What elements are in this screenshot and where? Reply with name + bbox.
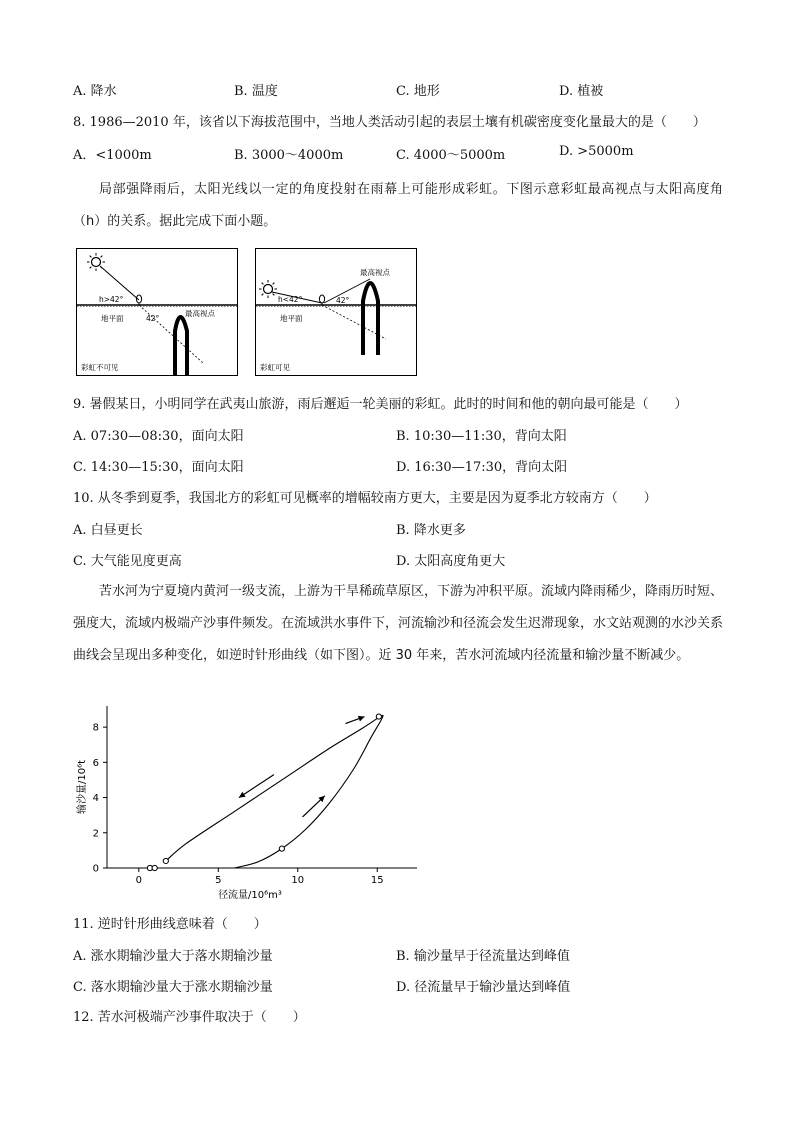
q10-option-b: B. 降水更多 — [396, 523, 466, 538]
q7-option-b: B. 温度 — [234, 84, 278, 99]
q9-option-c: C. 14:30—15:30，面向太阳 — [73, 460, 244, 475]
x-tick-label: 10 — [291, 875, 305, 886]
svg-text:最高视点: 最高视点 — [360, 268, 390, 277]
rainbow-figure-visible — [255, 248, 417, 376]
q11-option-c: C. 落水期输沙量大于涨水期输沙量 — [73, 980, 273, 995]
sun-icon — [259, 280, 277, 298]
rainbow-figure-invisible — [76, 248, 238, 376]
q8-option-c: C. 4000～5000m — [396, 148, 506, 163]
data-point — [152, 865, 157, 870]
q8-option-b: B. 3000～4000m — [234, 148, 344, 163]
y-tick-label: 6 — [92, 757, 99, 769]
svg-text:地平面: 地平面 — [280, 314, 303, 323]
q11-option-d: D. 径流量早于输沙量达到峰值 — [396, 980, 571, 995]
svg-text:42°: 42° — [336, 296, 350, 305]
falling-limb-arrow-head — [239, 792, 246, 798]
x-tick-label: 15 — [370, 875, 384, 886]
q9-stem: 9. 暑假某日，小明同学在武夷山旅游，雨后邂逅一轮美丽的彩虹。此时的时间和他的朝向最可能是（ ） — [73, 397, 688, 412]
y-tick-label: 0 — [92, 863, 99, 875]
q7-option-d: D. 植被 — [559, 84, 604, 99]
q8-option-d: D. >5000m — [559, 144, 634, 159]
y-tick-label: 8 — [92, 722, 99, 734]
svg-text:地平面: 地平面 — [101, 314, 124, 323]
q10-option-a: A. 白昼更长 — [73, 523, 143, 538]
q9-option-b: B. 10:30—11:30，背向太阳 — [396, 429, 567, 444]
q8-option-a: A．<1000m — [73, 148, 152, 163]
q12-stem: 12. 苦水河极端产沙事件取决于（ ） — [73, 1010, 306, 1025]
q8-stem: 8. 1986—2010 年，该省以下海拔范围中，当地人类活动引起的表层土壤有机碳密度变化量最大的是（ ） — [73, 115, 706, 130]
sediment-runoff-chart — [72, 698, 422, 908]
svg-text:h<42°: h<42° — [278, 295, 303, 304]
q7-option-a: A. 降水 — [73, 84, 117, 99]
q9-option-a: A. 07:30—08:30，面向太阳 — [73, 429, 244, 444]
svg-text:彩虹不可见: 彩虹不可见 — [81, 363, 119, 372]
rainbow-passage: 局部强降雨后，太阳光线以一定的角度投射在雨幕上可能形成彩虹。下图示意彩虹最高视点与太阳高度角（h）的关系。据此完成下面小题。 — [73, 182, 723, 229]
data-point — [376, 714, 381, 719]
y-tick-label: 4 — [92, 793, 99, 805]
svg-text:h>42°: h>42° — [99, 295, 124, 304]
hysteresis-curve — [166, 715, 383, 868]
y-axis-label: 输沙量/10⁶t — [77, 759, 88, 815]
q9-option-d: D. 16:30—17:30，背向太阳 — [396, 460, 568, 475]
q10-option-c: C. 大气能见度更高 — [73, 554, 182, 569]
data-point — [163, 858, 168, 863]
data-point — [279, 846, 284, 851]
q11-stem: 11. 逆时针形曲线意味着（ ） — [73, 917, 267, 932]
svg-text:最高视点: 最高视点 — [185, 309, 215, 318]
q11-option-a: A. 涨水期输沙量大于落水期输沙量 — [73, 949, 273, 964]
q10-stem: 10. 从冬季到夏季，我国北方的彩虹可见概率的增幅较南方更大，主要是因为夏季北方较南方（ ） — [73, 491, 657, 506]
q7-option-c: C. 地形 — [396, 84, 440, 99]
q11-option-b: B. 输沙量早于径流量达到峰值 — [396, 949, 570, 964]
svg-text:42°: 42° — [146, 314, 160, 323]
x-tick-label: 5 — [215, 875, 222, 886]
svg-text:彩虹可见: 彩虹可见 — [260, 363, 290, 372]
q10-option-d: D. 太阳高度角更大 — [396, 554, 506, 569]
y-tick-label: 2 — [92, 828, 99, 840]
kushui-passage: 苦水河为宁夏境内黄河一级支流，上游为干旱稀疏草原区，下游为冲积平原。流域内降雨稀少，降雨历时短、强度大，流域内极端产沙事件频发。在流域洪水事件下，河流输沙和径流会发生迟滞现象，水文站观测的水沙关系曲线会呈现出多种变化，如逆时针形曲线（如下图）。近 30 年来，苦水河流域内径流量和输沙量不断减少。 — [73, 584, 724, 663]
x-tick-label: 0 — [135, 875, 142, 886]
falling-limb-arrow — [239, 775, 274, 798]
x-axis-label: 径流量/10⁶m³ — [218, 890, 282, 901]
